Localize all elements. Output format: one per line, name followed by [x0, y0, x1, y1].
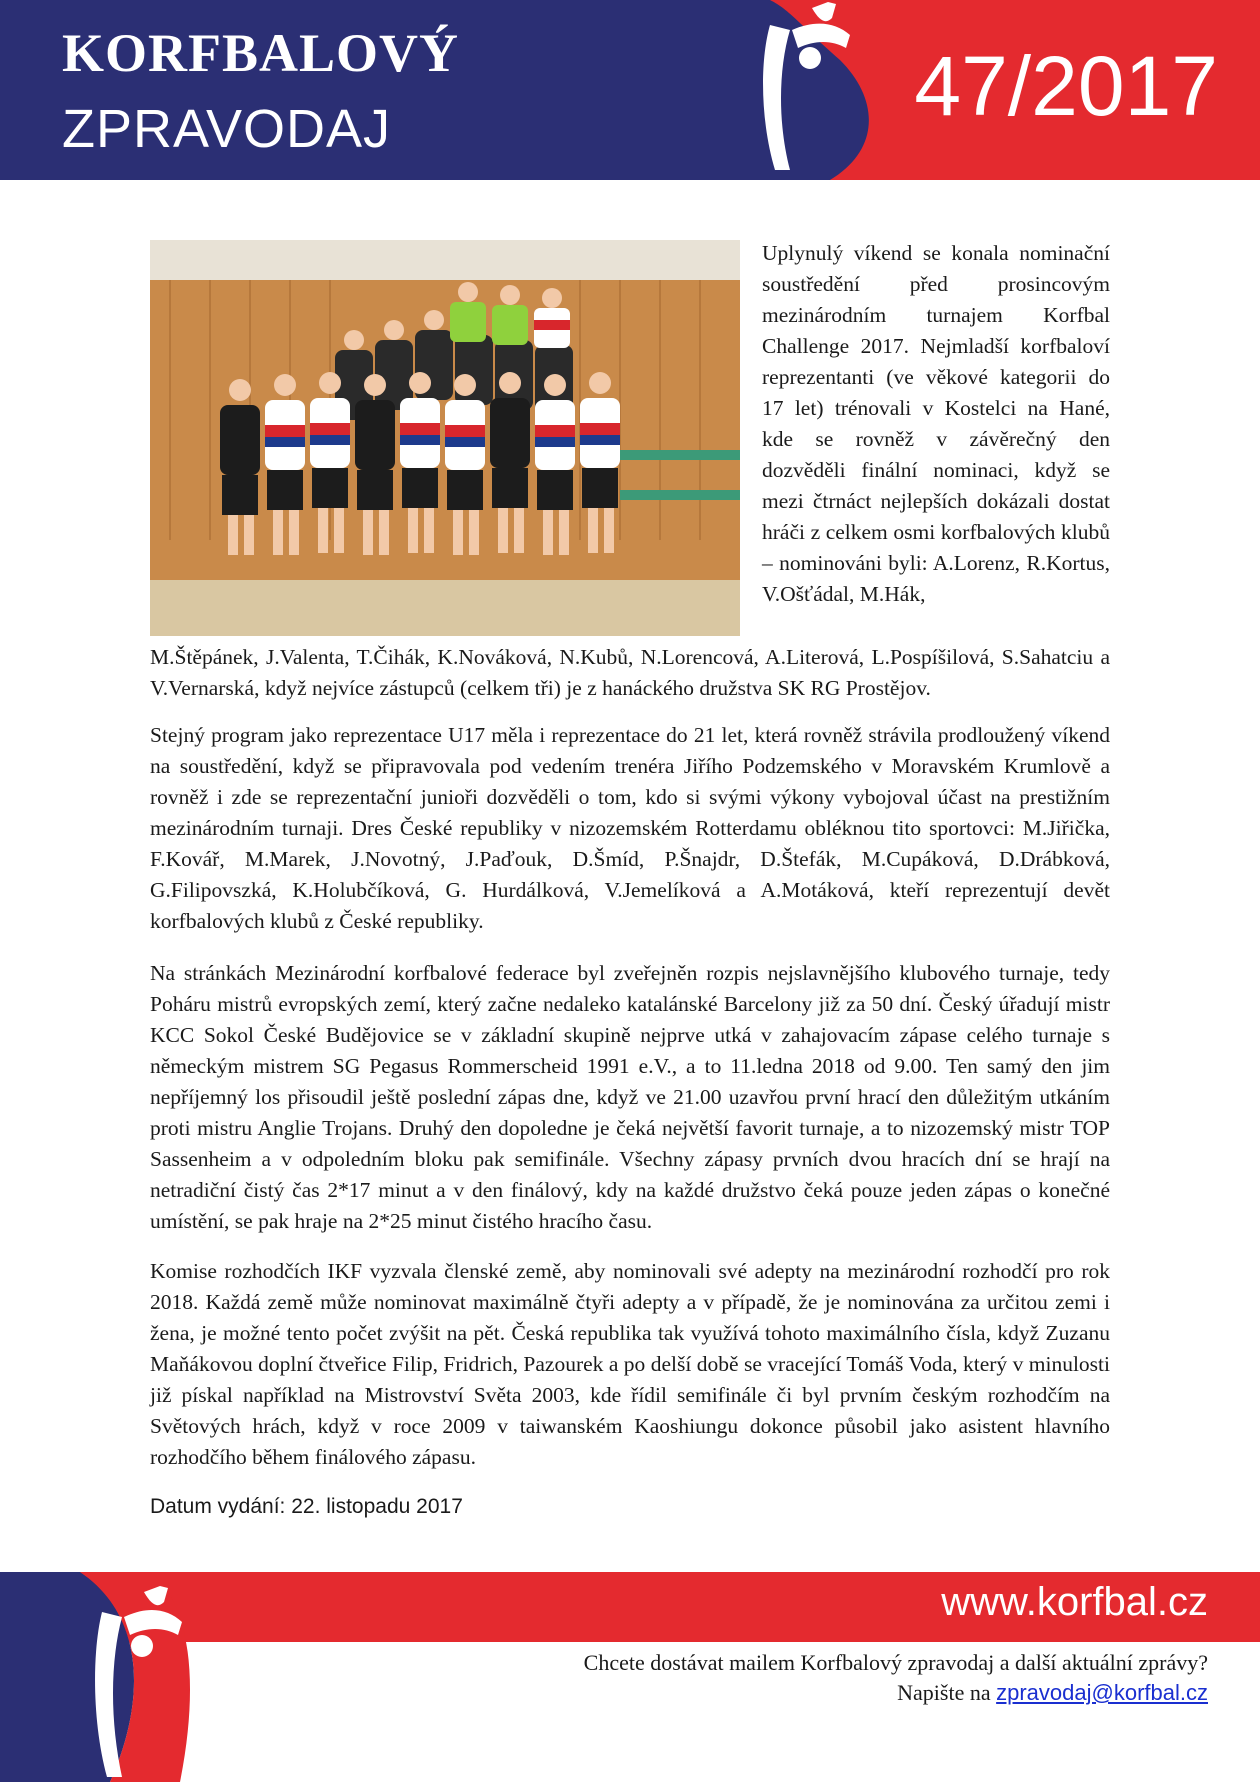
newsletter-title-line2: ZPRAVODAJ [62, 99, 392, 159]
subscribe-contact [897, 1680, 1208, 1706]
website-link[interactable]: www.korfbal.cz [941, 1580, 1208, 1624]
issue-date: Datum vydání: 22. listopadu 2017 [150, 1495, 463, 1518]
newsletter-title-line1: KORFBALOVÝ [62, 23, 460, 83]
article-intro-continued: M.Štěpánek, J.Valenta, T.Čihák, K.Nováková, N.Kubů, N.Lorencová, A.Literová, L.Pospíšilová, S.Sahatciu a V.Vernarská, když nejvíce zástupců (celkem tři) je z hanáckého družstva SK RG Prostějov. [150, 645, 1110, 700]
article-intro: Uplynulý víkend se konala nominační soustředění před prosincovým mezinárodním turnajem Korfbal Challenge 2017. Nejmladší korfbaloví reprezentanti (ve věkové kategorii do 17 let) trénovali v Kostelci na Hané, kde se rovněž v závěrečný den dozvěděli finální nominaci, když se mezi čtrnáct nejlepších dokázali dostat hráči z celkem osmi korfbalových klubů – nominováni byli: A.Lorenz, R.Kortus, V.Ošťádal, M.Hák, [762, 241, 1110, 606]
header-banner [0, 0, 1260, 180]
subscribe-prompt: Chcete dostávat mailem Korfbalový zpravodaj a další aktuální zprávy? [583, 1650, 1208, 1675]
article-paragraph-referees: Komise rozhodčích IKF vyzvala členské země, aby nominovali své adepty na mezinárodní rozhodčí pro rok 2018. Každá země může nominovat maximálně čtyři adepty a v případě, že je nominována za určitou zemi i žena, je možné tento počet zvýšit na pět. Česká republika tak využívá tohoto maximálního čísla, když Zuzanu Maňákovou doplní čtveřice Filip, Fridrich, Pazourek a po delší době se vracející Tomáš Voda, který v minulosti již pískal například na Mistrovství Světa 2003, kde řídil semifinále či byl prvním českým rozhodčím na Světových hrách, když v roce 2009 v taiwanském Kaoshiungu dokonce působil jako asistent hlavního rozhodčího během finálového zápasu. [150, 1259, 1110, 1469]
subscribe-contact-prefix: Napište na [897, 1680, 997, 1705]
team-photo [150, 240, 740, 636]
article-paragraph-europa-cup: Na stránkách Mezinárodní korfbalové federace byl zveřejněn rozpis nejslavnějšího klubového turnaje, tedy Poháru mistrů evropských zemí, který začne nedaleko katalánské Barcelony již za 50 dní. Český úřadují mistr KCC Sokol České Budějovice se v základní skupině nejprve utká v zahajovacím zápase celého turnaje s německým mistrem SG Pegasus Rommerscheid 1991 e.V., a to 11.ledna 2018 od 9.00. Ten samý den jim nepříjemný los přisoudil ještě poslední zápas dne, když ve 21.00 uzavřou první hrací den důležitým utkáním proti mistru Anglie Trojans. Druhý den dopoledne je čeká největší favorit turnaje, a to nizozemský mistr TOP Sassenheim a v odpoledním bloku pak semifinále. Všechny zápasy prvních dvou hracích dní se hrají na netradiční čistý čas 2*17 minut a v den finálový, kdy na každé družstvo čeká pouze jeden zápas o konečné umístění, se pak hraje na 2*25 minut čistého hracího času. [150, 961, 1110, 1233]
team-photo-illustration [150, 240, 740, 636]
issue-number: 47/2017 [914, 39, 1218, 133]
email-link[interactable]: zpravodaj@korfbal.cz [996, 1680, 1208, 1705]
article-paragraph-u21: Stejný program jako reprezentace U17 měla i reprezentace do 21 let, která rovněž strávila prodloužený víkend na soustředění, když se připravovala pod vedením trenéra Jiřího Podzemského v Moravském Krumlově a rovněž i zde se reprezentační junioři dozvěděli o tom, kdo si svými výkony vybojoval účast na prestižním mezinárodním turnaji. Dres České republiky v nizozemském Rotterdamu obléknou tito sportovci: M.Jiřička, F.Kovář, M.Marek, J.Novotný, J.Paďouk, D.Šmíd, P.Šnajdr, D.Štefák, M.Cupáková, D.Drábková, G.Filipovszká, K.Holubčíková, G. Hurdálková, V.Jemelíková a A.Motáková, kteří reprezentují devět korfbalových klubů z České republiky. [150, 723, 1110, 933]
